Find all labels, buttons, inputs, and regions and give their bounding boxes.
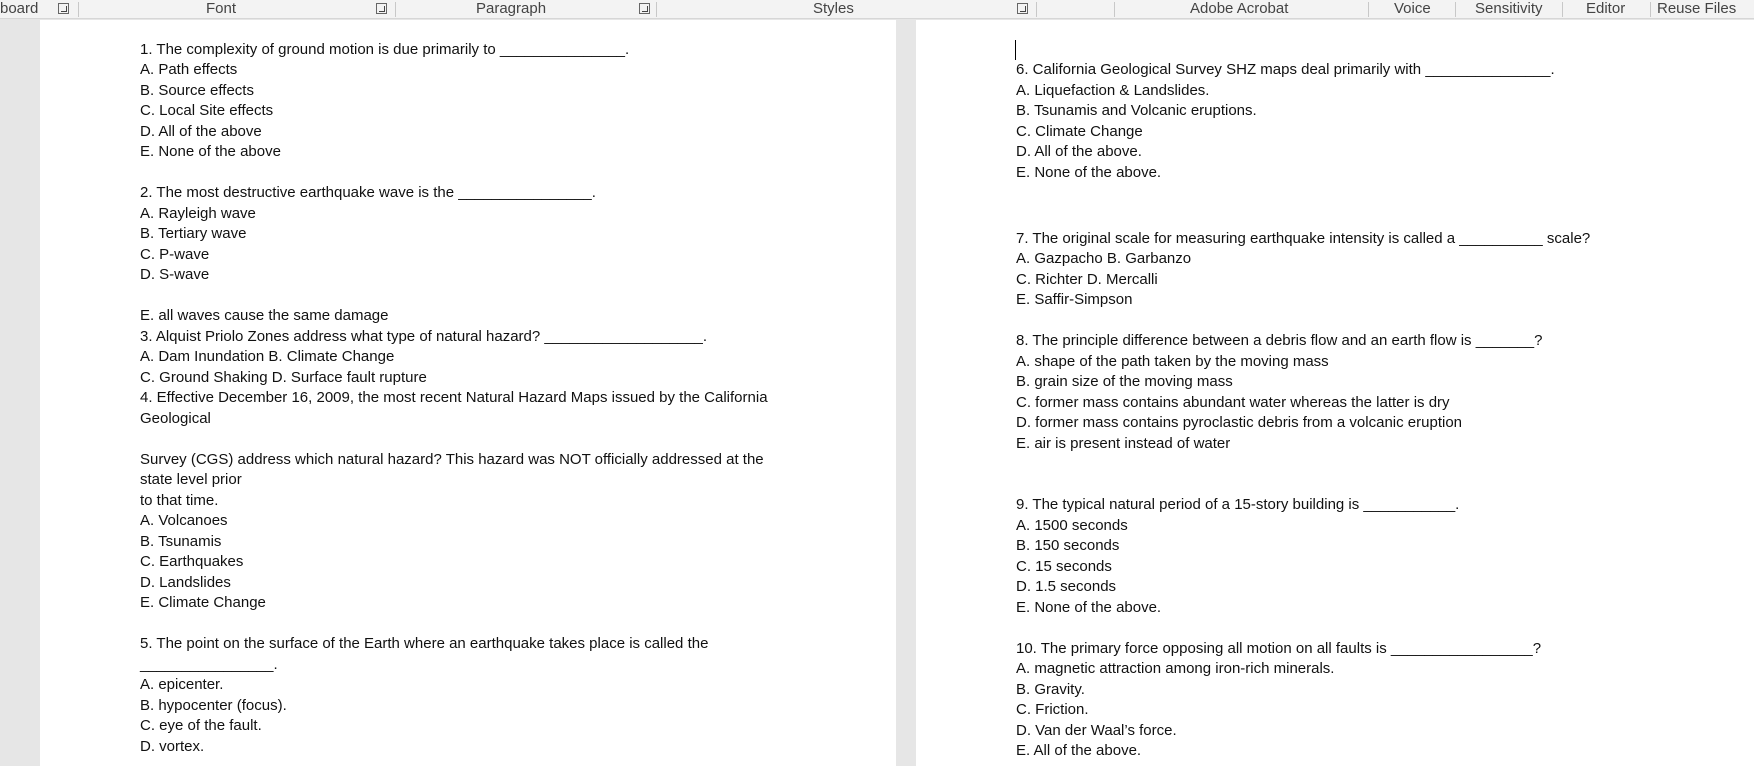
reuse-files-group-label: Reuse Files <box>1657 0 1737 17</box>
q10-option-d: D. Van der Waal’s force. <box>1016 722 1177 739</box>
question-1: 1. The complexity of ground motion is due primarily to _______________. <box>140 41 630 58</box>
q9-option-b: B. 150 seconds <box>1016 537 1120 554</box>
ribbon-group-labels <box>0 0 1754 19</box>
text-cursor <box>1015 40 1016 60</box>
q4-option-b: B. Tsunamis <box>140 533 222 550</box>
q5-option-c: C. eye of the fault. <box>140 717 262 734</box>
q9-option-e: E. None of the above. <box>1016 599 1162 616</box>
question-10: 10. The primary force opposing all motion on all faults is _________________? <box>1016 640 1542 657</box>
q6-option-b: B. Tsunamis and Volcanic eruptions. <box>1016 102 1257 119</box>
question-8: 8. The principle difference between a debris flow and an earth flow is _______? <box>1016 332 1543 349</box>
q4-option-a: A. Volcanoes <box>140 512 228 529</box>
q6-option-a: A. Liquefaction & Landslides. <box>1016 82 1210 99</box>
q2-option-d: D. S-wave <box>140 266 210 283</box>
question-5-line-2: ________________. <box>140 656 278 673</box>
q5-option-b: B. hypocenter (focus). <box>140 697 287 714</box>
q8-option-c: C. former mass contains abundant water whereas the latter is dry <box>1016 394 1450 411</box>
q7-option-e: E. Saffir-Simpson <box>1016 291 1133 308</box>
question-4-line-2: Geological <box>140 410 211 427</box>
q8-option-e: E. air is present instead of water <box>1016 435 1231 452</box>
q6-option-c: C. Climate Change <box>1016 123 1143 140</box>
q9-option-d: D. 1.5 seconds <box>1016 578 1117 595</box>
q4-option-c: C. Earthquakes <box>140 553 244 570</box>
q1-option-d: D. All of the above <box>140 123 262 140</box>
question-5-line-1: 5. The point on the surface of the Earth where an earthquake takes place is called the <box>140 635 709 652</box>
styles-launcher-icon[interactable] <box>1017 3 1028 14</box>
q6-option-d: D. All of the above. <box>1016 143 1142 160</box>
question-6: 6. California Geological Survey SHZ maps deal primarily with _______________. <box>1016 61 1555 78</box>
q8-option-a: A. shape of the path taken by the moving mass <box>1016 353 1329 370</box>
q8-option-d: D. former mass contains pyroclastic debris from a volcanic eruption <box>1016 414 1463 431</box>
question-4-line-3: Survey (CGS) address which natural hazard? This hazard was NOT officially addressed at the <box>140 451 764 468</box>
q9-option-a: A. 1500 seconds <box>1016 517 1128 534</box>
font-group-label: Font <box>206 0 237 17</box>
question-2: 2. The most destructive earthquake wave is the ________________. <box>140 184 596 201</box>
document-page-left[interactable] <box>40 20 896 766</box>
adobe-acrobat-group-label: Adobe Acrobat <box>1190 0 1289 17</box>
q10-option-a: A. magnetic attraction among iron-rich minerals. <box>1016 660 1335 677</box>
q1-option-c: C. Local Site effects <box>140 102 274 119</box>
q8-option-b: B. grain size of the moving mass <box>1016 373 1233 390</box>
q3-options-cd: C. Ground Shaking D. Surface fault rupture <box>140 369 427 386</box>
question-3: 3. Alquist Priolo Zones address what type of natural hazard? ___________________. <box>140 328 708 345</box>
q1-option-e: E. None of the above <box>140 143 281 160</box>
clipboard-group-label: board <box>0 0 39 17</box>
q2-option-e: E. all waves cause the same damage <box>140 307 389 324</box>
q2-option-b: B. Tertiary wave <box>140 225 247 242</box>
voice-group-label: Voice <box>1394 0 1431 17</box>
q7-options-cd: C. Richter D. Mercalli <box>1016 271 1158 288</box>
q5-option-a: A. epicenter. <box>140 676 224 693</box>
paragraph-launcher-icon[interactable] <box>639 3 650 14</box>
q10-option-c: C. Friction. <box>1016 701 1089 718</box>
sensitivity-group-label: Sensitivity <box>1475 0 1543 17</box>
question-4-line-4: state level prior <box>140 471 242 488</box>
q10-option-e: E. All of the above. <box>1016 742 1142 759</box>
q4-option-e: E. Climate Change <box>140 594 266 611</box>
question-7: 7. The original scale for measuring earthquake intensity is called a __________ scale? <box>1016 230 1591 247</box>
q1-option-b: B. Source effects <box>140 82 254 99</box>
q10-option-b: B. Gravity. <box>1016 681 1085 698</box>
font-launcher-icon[interactable] <box>376 3 387 14</box>
q4-option-d: D. Landslides <box>140 574 231 591</box>
q3-options-ab: A. Dam Inundation B. Climate Change <box>140 348 395 365</box>
q9-option-c: C. 15 seconds <box>1016 558 1112 575</box>
document-page-right[interactable] <box>916 20 1754 766</box>
q2-option-a: A. Rayleigh wave <box>140 205 256 222</box>
styles-group-label: Styles <box>813 0 854 17</box>
editor-group-label: Editor <box>1586 0 1626 17</box>
clipboard-launcher-icon[interactable] <box>58 3 69 14</box>
question-4-line-5: to that time. <box>140 492 219 509</box>
paragraph-group-label: Paragraph <box>476 0 547 17</box>
question-9: 9. The typical natural period of a 15-story building is ___________. <box>1016 496 1460 513</box>
q5-option-d: D. vortex. <box>140 738 205 755</box>
q6-option-e: E. None of the above. <box>1016 164 1162 181</box>
q2-option-c: C. P-wave <box>140 246 210 263</box>
question-4-line-1: 4. Effective December 16, 2009, the most recent Natural Hazard Maps issued by the California <box>140 389 768 406</box>
q1-option-a: A. Path effects <box>140 61 238 78</box>
q7-options-ab: A. Gazpacho B. Garbanzo <box>1016 250 1192 267</box>
